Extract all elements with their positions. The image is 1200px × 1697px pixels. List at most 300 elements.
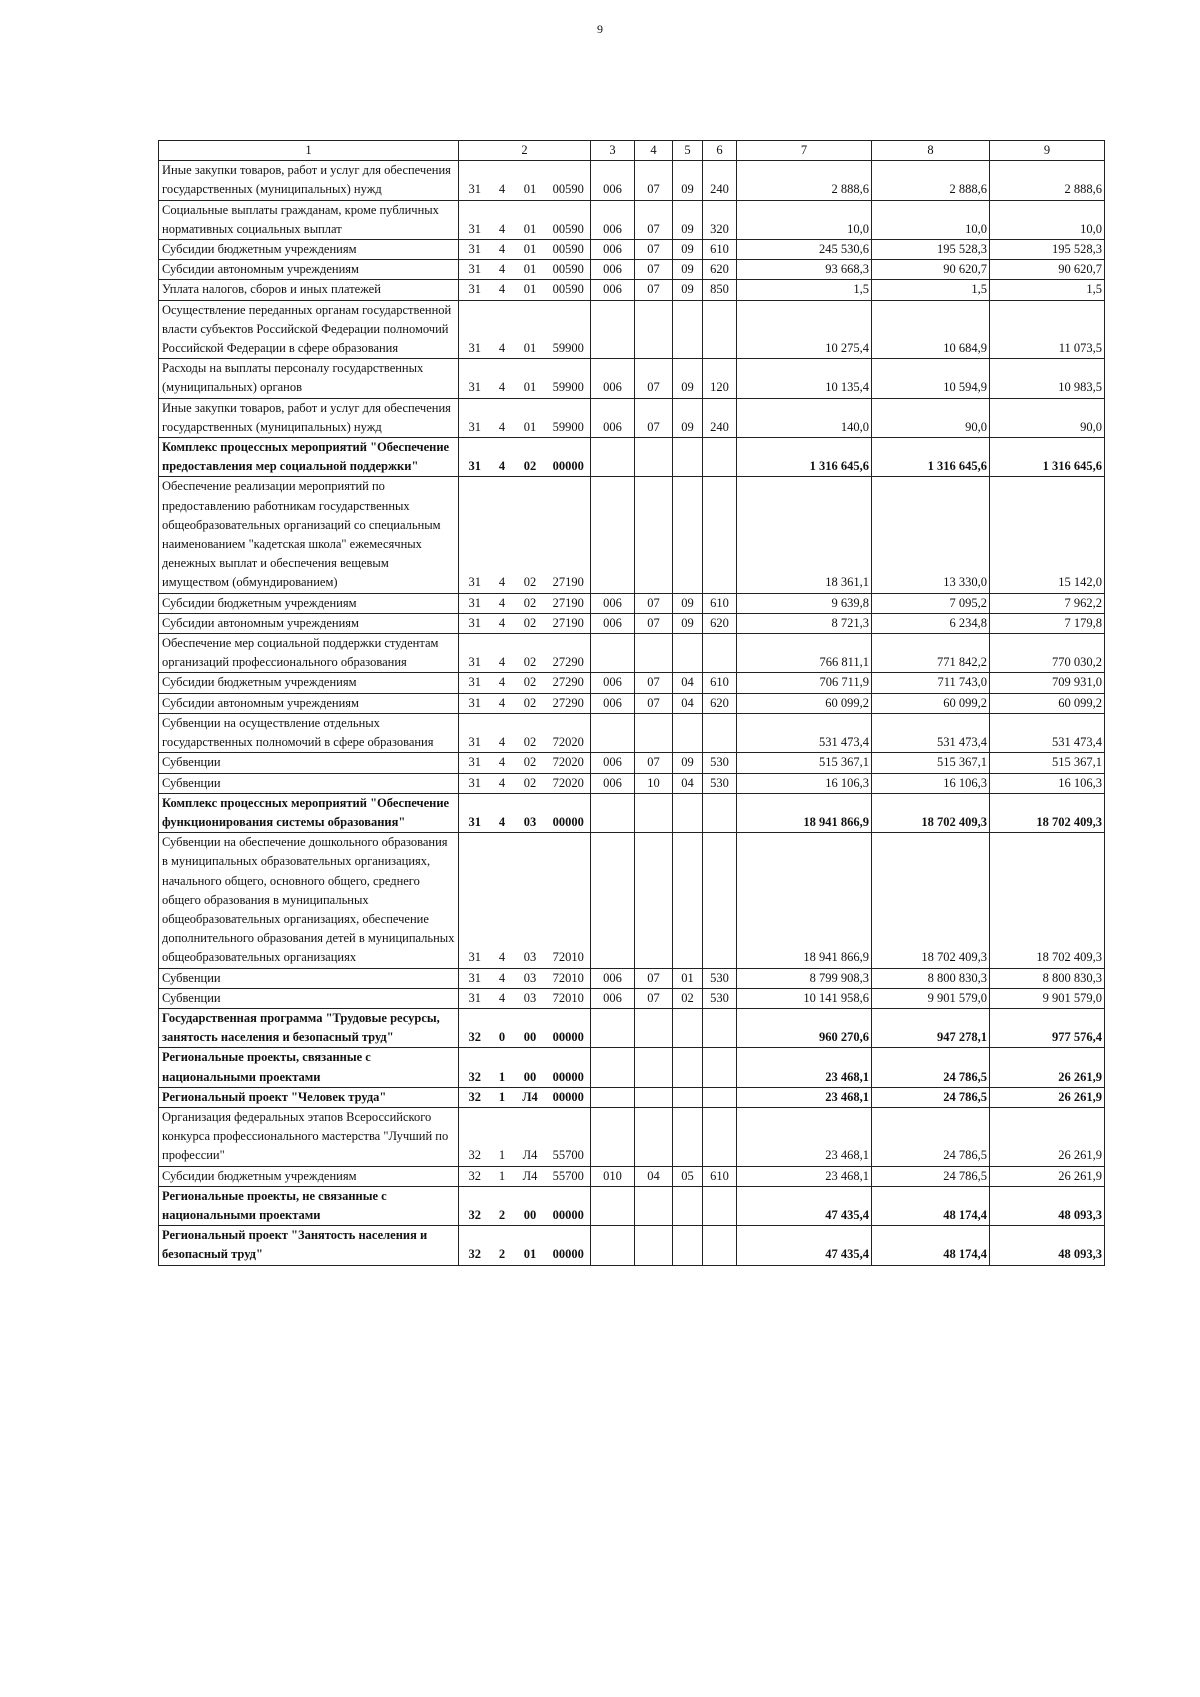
code-event: 03 [514, 988, 547, 1008]
col-5-value: 09 [673, 593, 703, 613]
col-7-amount: 47 435,4 [737, 1186, 872, 1225]
col-8-amount: 515 367,1 [872, 753, 990, 773]
row-name: Иные закупки товаров, работ и услуг для обеспечения государственных (муниципальных) нужд [159, 161, 459, 200]
col-7-amount: 23 468,1 [737, 1107, 872, 1166]
table-row [159, 1008, 1105, 1047]
col-3-value [591, 713, 635, 752]
code-event: 00 [514, 1008, 547, 1047]
code-direction: 72020 [547, 713, 591, 752]
code-program: 31 [459, 161, 491, 200]
row-name: Субвенции [159, 988, 459, 1008]
col-5-value: 09 [673, 280, 703, 300]
col-6-value: 850 [703, 280, 737, 300]
col-6-value [703, 634, 737, 673]
col-4-value: 07 [635, 260, 673, 280]
code-program: 31 [459, 477, 491, 593]
table-row [159, 1107, 1105, 1166]
col-3-value: 006 [591, 773, 635, 793]
col-4-value: 07 [635, 673, 673, 693]
code-event: 01 [514, 1226, 547, 1265]
table-row [159, 753, 1105, 773]
col-5-value: 09 [673, 200, 703, 239]
header-col-2: 2 [459, 141, 591, 161]
code-program: 31 [459, 793, 491, 832]
col-3-value: 010 [591, 1166, 635, 1186]
col-9-amount: 10 983,5 [990, 359, 1105, 398]
col-4-value [635, 793, 673, 832]
col-4-value [635, 634, 673, 673]
code-event: 02 [514, 634, 547, 673]
col-5-value [673, 793, 703, 832]
table-row [159, 1087, 1105, 1107]
code-direction: 27290 [547, 673, 591, 693]
col-7-amount: 18 361,1 [737, 477, 872, 593]
code-subprogram: 1 [491, 1107, 514, 1166]
col-6-value: 530 [703, 988, 737, 1008]
code-event: 02 [514, 713, 547, 752]
code-event: 02 [514, 477, 547, 593]
col-9-amount: 11 073,5 [990, 300, 1105, 359]
col-9-amount: 8 800 830,3 [990, 968, 1105, 988]
row-name: Субсидии автономным учреждениям [159, 260, 459, 280]
code-event: 03 [514, 968, 547, 988]
col-4-value: 04 [635, 1166, 673, 1186]
code-direction: 72010 [547, 968, 591, 988]
col-9-amount: 60 099,2 [990, 693, 1105, 713]
header-col-9: 9 [990, 141, 1105, 161]
table-row [159, 477, 1105, 593]
table-row [159, 240, 1105, 260]
col-3-value [591, 1186, 635, 1225]
col-5-value: 02 [673, 988, 703, 1008]
col-5-value [673, 1048, 703, 1087]
col-9-amount: 48 093,3 [990, 1226, 1105, 1265]
col-4-value: 07 [635, 593, 673, 613]
code-event: Л4 [514, 1087, 547, 1107]
col-3-value [591, 1048, 635, 1087]
table-row [159, 260, 1105, 280]
table-row [159, 1166, 1105, 1186]
header-col-4: 4 [635, 141, 673, 161]
code-program: 31 [459, 968, 491, 988]
col-8-amount: 48 174,4 [872, 1226, 990, 1265]
code-program: 31 [459, 634, 491, 673]
col-4-value [635, 1226, 673, 1265]
col-4-value: 07 [635, 240, 673, 260]
code-direction: 59900 [547, 300, 591, 359]
code-direction: 00000 [547, 1087, 591, 1107]
col-4-value [635, 477, 673, 593]
col-4-value [635, 833, 673, 968]
header-col-6: 6 [703, 141, 737, 161]
code-program: 32 [459, 1166, 491, 1186]
budget-table-container [158, 140, 1104, 1266]
col-6-value: 620 [703, 613, 737, 633]
col-8-amount: 9 901 579,0 [872, 988, 990, 1008]
col-3-value [591, 634, 635, 673]
col-8-amount: 24 786,5 [872, 1166, 990, 1186]
code-subprogram: 4 [491, 300, 514, 359]
code-event: 01 [514, 260, 547, 280]
code-subprogram: 1 [491, 1087, 514, 1107]
code-event: Л4 [514, 1107, 547, 1166]
col-9-amount: 195 528,3 [990, 240, 1105, 260]
code-program: 31 [459, 398, 491, 437]
code-direction: 59900 [547, 398, 591, 437]
col-5-value [673, 1008, 703, 1047]
col-6-value: 530 [703, 753, 737, 773]
col-9-amount: 709 931,0 [990, 673, 1105, 693]
row-name: Субсидии бюджетным учреждениям [159, 593, 459, 613]
col-4-value: 07 [635, 988, 673, 1008]
code-event: 01 [514, 240, 547, 260]
code-program: 31 [459, 833, 491, 968]
col-6-value [703, 300, 737, 359]
col-5-value: 09 [673, 398, 703, 437]
col-4-value [635, 1107, 673, 1166]
col-8-amount: 2 888,6 [872, 161, 990, 200]
table-row [159, 438, 1105, 477]
col-9-amount: 9 901 579,0 [990, 988, 1105, 1008]
row-name: Субсидии бюджетным учреждениям [159, 1166, 459, 1186]
col-7-amount: 706 711,9 [737, 673, 872, 693]
col-5-value: 04 [673, 673, 703, 693]
code-subprogram: 4 [491, 968, 514, 988]
col-9-amount: 90,0 [990, 398, 1105, 437]
code-direction: 27190 [547, 593, 591, 613]
code-program: 31 [459, 200, 491, 239]
row-name: Субвенции на осуществление отдельных государственных полномочий в сфере образования [159, 713, 459, 752]
col-5-value [673, 1186, 703, 1225]
code-program: 31 [459, 593, 491, 613]
col-8-amount: 24 786,5 [872, 1087, 990, 1107]
row-name: Осуществление переданных органам государственной власти субъектов Российской Федерации полномочий Российской Федерации в сфере образования [159, 300, 459, 359]
row-name: Региональный проект "Человек труда" [159, 1087, 459, 1107]
col-7-amount: 10,0 [737, 200, 872, 239]
col-6-value [703, 833, 737, 968]
col-7-amount: 9 639,8 [737, 593, 872, 613]
code-direction: 00590 [547, 280, 591, 300]
row-name: Государственная программа "Трудовые ресурсы, занятость населения и безопасный труд" [159, 1008, 459, 1047]
col-6-value: 120 [703, 359, 737, 398]
code-direction: 72010 [547, 833, 591, 968]
col-8-amount: 8 800 830,3 [872, 968, 990, 988]
row-name: Субвенции на обеспечение дошкольного образования в муниципальных образовательных организациях, начального общего, основного общего, среднего общего образования в муниципальных общеобразовательных организациях, обеспечение дополнительного образования детей в муниципальных общеобразовательных организациях [159, 833, 459, 968]
row-name: Иные закупки товаров, работ и услуг для обеспечения государственных (муниципальных) нужд [159, 398, 459, 437]
table-row [159, 1186, 1105, 1225]
col-5-value [673, 833, 703, 968]
col-8-amount: 10 594,9 [872, 359, 990, 398]
col-9-amount: 770 030,2 [990, 634, 1105, 673]
col-3-value: 006 [591, 398, 635, 437]
col-9-amount: 977 576,4 [990, 1008, 1105, 1047]
code-direction: 00000 [547, 1008, 591, 1047]
code-direction: 00000 [547, 1186, 591, 1225]
col-3-value: 006 [591, 693, 635, 713]
col-5-value: 05 [673, 1166, 703, 1186]
col-3-value: 006 [591, 280, 635, 300]
row-name: Комплекс процессных мероприятий "Обеспечение функционирования системы образования" [159, 793, 459, 832]
code-direction: 27190 [547, 477, 591, 593]
col-8-amount: 10,0 [872, 200, 990, 239]
code-subprogram: 2 [491, 1226, 514, 1265]
col-5-value: 09 [673, 359, 703, 398]
code-subprogram: 4 [491, 634, 514, 673]
code-program: 32 [459, 1048, 491, 1087]
col-8-amount: 7 095,2 [872, 593, 990, 613]
col-4-value: 07 [635, 398, 673, 437]
code-program: 32 [459, 1107, 491, 1166]
col-4-value: 07 [635, 200, 673, 239]
code-direction: 00590 [547, 200, 591, 239]
table-row [159, 613, 1105, 633]
col-6-value [703, 1087, 737, 1107]
col-6-value [703, 1186, 737, 1225]
code-direction: 00000 [547, 793, 591, 832]
code-program: 32 [459, 1008, 491, 1047]
col-7-amount: 60 099,2 [737, 693, 872, 713]
row-name: Субсидии бюджетным учреждениям [159, 240, 459, 260]
col-4-value: 07 [635, 359, 673, 398]
row-name: Уплата налогов, сборов и иных платежей [159, 280, 459, 300]
col-4-value: 07 [635, 753, 673, 773]
col-9-amount: 7 179,8 [990, 613, 1105, 633]
col-9-amount: 531 473,4 [990, 713, 1105, 752]
table-body [159, 161, 1105, 1265]
col-5-value: 01 [673, 968, 703, 988]
code-event: 02 [514, 773, 547, 793]
col-9-amount: 2 888,6 [990, 161, 1105, 200]
col-9-amount: 1 316 645,6 [990, 438, 1105, 477]
col-3-value: 006 [591, 593, 635, 613]
col-4-value: 07 [635, 968, 673, 988]
code-event: 02 [514, 753, 547, 773]
code-subprogram: 4 [491, 673, 514, 693]
col-8-amount: 18 702 409,3 [872, 833, 990, 968]
code-program: 32 [459, 1186, 491, 1225]
code-direction: 55700 [547, 1107, 591, 1166]
col-9-amount: 90 620,7 [990, 260, 1105, 280]
col-9-amount: 18 702 409,3 [990, 833, 1105, 968]
code-subprogram: 4 [491, 398, 514, 437]
col-6-value: 320 [703, 200, 737, 239]
col-4-value: 10 [635, 773, 673, 793]
code-event: 02 [514, 438, 547, 477]
col-5-value: 04 [673, 693, 703, 713]
code-event: 02 [514, 613, 547, 633]
col-8-amount: 16 106,3 [872, 773, 990, 793]
col-7-amount: 16 106,3 [737, 773, 872, 793]
col-3-value [591, 1107, 635, 1166]
col-7-amount: 245 530,6 [737, 240, 872, 260]
code-direction: 27290 [547, 693, 591, 713]
code-program: 31 [459, 438, 491, 477]
code-program: 31 [459, 240, 491, 260]
col-7-amount: 531 473,4 [737, 713, 872, 752]
col-6-value: 620 [703, 260, 737, 280]
code-subprogram: 4 [491, 613, 514, 633]
header-col-8: 8 [872, 141, 990, 161]
budget-table [158, 140, 1105, 1266]
code-direction: 27190 [547, 613, 591, 633]
col-7-amount: 766 811,1 [737, 634, 872, 673]
code-direction: 72020 [547, 753, 591, 773]
col-3-value [591, 477, 635, 593]
col-6-value [703, 477, 737, 593]
table-row [159, 359, 1105, 398]
row-name: Субвенции [159, 773, 459, 793]
row-name: Субвенции [159, 968, 459, 988]
col-7-amount: 1,5 [737, 280, 872, 300]
code-program: 31 [459, 300, 491, 359]
code-subprogram: 4 [491, 693, 514, 713]
table-row [159, 1048, 1105, 1087]
col-9-amount: 515 367,1 [990, 753, 1105, 773]
col-6-value: 530 [703, 968, 737, 988]
col-9-amount: 26 261,9 [990, 1166, 1105, 1186]
col-8-amount: 195 528,3 [872, 240, 990, 260]
code-program: 31 [459, 753, 491, 773]
row-name: Обеспечение реализации мероприятий по предоставлению работникам государственных общеобразовательных организаций со специальным наименованием "кадетская школа" ежемесячных денежных выплат и обеспечения вещевым имуществом (обмундированием) [159, 477, 459, 593]
col-6-value [703, 1008, 737, 1047]
col-7-amount: 18 941 866,9 [737, 833, 872, 968]
col-6-value: 530 [703, 773, 737, 793]
col-3-value: 006 [591, 753, 635, 773]
code-event: 01 [514, 398, 547, 437]
code-subprogram: 4 [491, 477, 514, 593]
col-7-amount: 93 668,3 [737, 260, 872, 280]
col-3-value [591, 438, 635, 477]
code-event: 03 [514, 833, 547, 968]
col-4-value: 07 [635, 161, 673, 200]
code-subprogram: 4 [491, 359, 514, 398]
code-subprogram: 4 [491, 713, 514, 752]
col-4-value: 07 [635, 613, 673, 633]
code-event: 02 [514, 693, 547, 713]
table-row [159, 968, 1105, 988]
table-row [159, 1226, 1105, 1265]
code-subprogram: 4 [491, 833, 514, 968]
col-3-value: 006 [591, 200, 635, 239]
col-9-amount: 26 261,9 [990, 1048, 1105, 1087]
col-3-value: 006 [591, 240, 635, 260]
col-3-value [591, 1087, 635, 1107]
col-9-amount: 15 142,0 [990, 477, 1105, 593]
table-row [159, 200, 1105, 239]
row-name: Субвенции [159, 753, 459, 773]
col-9-amount: 7 962,2 [990, 593, 1105, 613]
table-row [159, 988, 1105, 1008]
header-col-7: 7 [737, 141, 872, 161]
table-row [159, 634, 1105, 673]
code-program: 31 [459, 673, 491, 693]
col-8-amount: 18 702 409,3 [872, 793, 990, 832]
col-7-amount: 140,0 [737, 398, 872, 437]
col-6-value: 620 [703, 693, 737, 713]
col-4-value [635, 300, 673, 359]
code-direction: 00000 [547, 438, 591, 477]
col-5-value: 09 [673, 753, 703, 773]
col-5-value [673, 713, 703, 752]
col-7-amount: 47 435,4 [737, 1226, 872, 1265]
row-name: Региональный проект "Занятость населения и безопасный труд" [159, 1226, 459, 1265]
col-8-amount: 531 473,4 [872, 713, 990, 752]
col-5-value [673, 1226, 703, 1265]
col-5-value [673, 477, 703, 593]
col-9-amount: 26 261,9 [990, 1107, 1105, 1166]
col-7-amount: 10 275,4 [737, 300, 872, 359]
code-program: 31 [459, 693, 491, 713]
col-3-value: 006 [591, 613, 635, 633]
code-direction: 00000 [547, 1048, 591, 1087]
row-name: Расходы на выплаты персоналу государственных (муниципальных) органов [159, 359, 459, 398]
col-3-value: 006 [591, 988, 635, 1008]
row-name: Региональные проекты, связанные с национальными проектами [159, 1048, 459, 1087]
code-event: 01 [514, 280, 547, 300]
code-event: 01 [514, 200, 547, 239]
code-event: 00 [514, 1186, 547, 1225]
page-number: 9 [597, 22, 603, 36]
col-4-value [635, 1087, 673, 1107]
table-row [159, 593, 1105, 613]
code-program: 31 [459, 280, 491, 300]
header-col-5: 5 [673, 141, 703, 161]
table-row [159, 693, 1105, 713]
row-name: Организация федеральных этапов Всероссийского конкурса профессионального мастерства "Лучший по профессии" [159, 1107, 459, 1166]
col-5-value: 09 [673, 161, 703, 200]
code-direction: 55700 [547, 1166, 591, 1186]
code-event: 02 [514, 673, 547, 693]
col-8-amount: 711 743,0 [872, 673, 990, 693]
table-row [159, 673, 1105, 693]
col-6-value [703, 438, 737, 477]
col-4-value [635, 438, 673, 477]
col-6-value: 610 [703, 673, 737, 693]
table-row [159, 793, 1105, 832]
table-row [159, 280, 1105, 300]
col-5-value: 04 [673, 773, 703, 793]
col-4-value [635, 1008, 673, 1047]
row-name: Обеспечение мер социальной поддержки студентам организаций профессионального образования [159, 634, 459, 673]
code-program: 32 [459, 1226, 491, 1265]
code-subprogram: 0 [491, 1008, 514, 1047]
col-6-value: 610 [703, 240, 737, 260]
code-program: 31 [459, 260, 491, 280]
row-name: Комплекс процессных мероприятий "Обеспечение предоставления мер социальной поддержки" [159, 438, 459, 477]
col-9-amount: 16 106,3 [990, 773, 1105, 793]
col-7-amount: 10 135,4 [737, 359, 872, 398]
code-direction: 00000 [547, 1226, 591, 1265]
col-5-value: 09 [673, 260, 703, 280]
code-direction: 59900 [547, 359, 591, 398]
code-subprogram: 4 [491, 438, 514, 477]
header-row [159, 141, 1105, 161]
col-4-value [635, 713, 673, 752]
col-7-amount: 23 468,1 [737, 1166, 872, 1186]
code-direction: 27290 [547, 634, 591, 673]
col-4-value: 07 [635, 280, 673, 300]
col-8-amount: 90,0 [872, 398, 990, 437]
code-subprogram: 4 [491, 280, 514, 300]
col-5-value [673, 438, 703, 477]
code-subprogram: 2 [491, 1186, 514, 1225]
col-3-value [591, 793, 635, 832]
col-8-amount: 6 234,8 [872, 613, 990, 633]
code-subprogram: 1 [491, 1048, 514, 1087]
code-subprogram: 4 [491, 593, 514, 613]
col-9-amount: 48 093,3 [990, 1186, 1105, 1225]
code-subprogram: 4 [491, 793, 514, 832]
